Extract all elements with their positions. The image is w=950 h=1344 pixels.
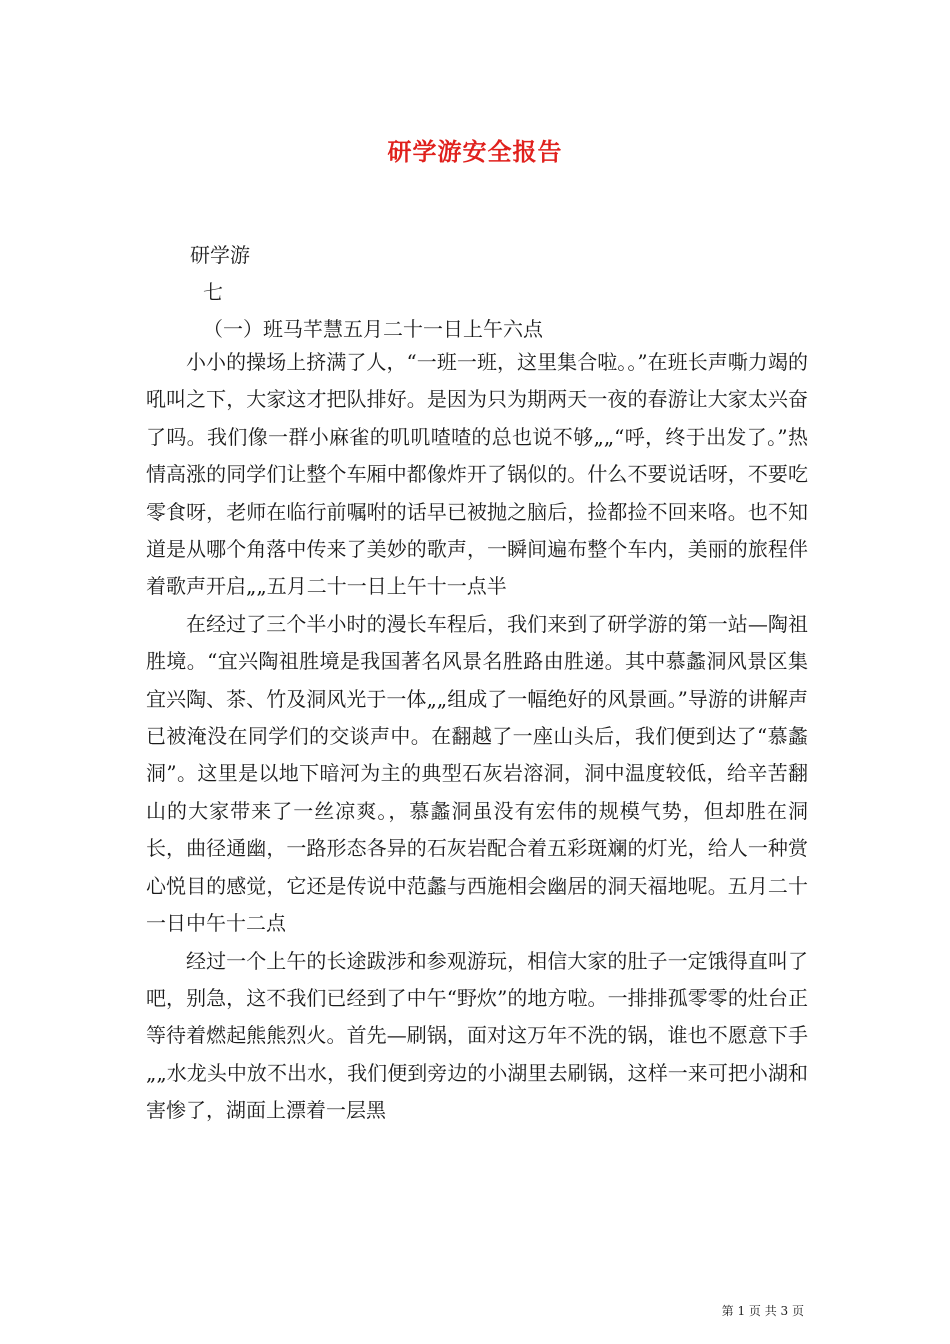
document-title: 研学游安全报告: [387, 137, 563, 166]
document-body: [146, 344, 808, 1130]
paragraph-2: 在经过了三个半小时的漫长车程后，我们来到了研学游的第一站—陶祖胜境。“宜兴陶祖胜境是我国著名风景名胜路由胜递。其中慕蠡洞风景区集宜兴陶、茶、竹及洞风光于一体„„组成了一幅绝好的风景画。”导游的讲解声已被淹没在同学们的交谈声中。在翻越了一座山头后，我们便到达了“慕蠡洞”。这里是以地下暗河为主的典型石灰岩溶洞，洞中温度较低，给辛苦翻山的大家带来了一丝凉爽。，慕蠡洞虽没有宏伟的规模气势，但却胜在洞长，曲径通幽，一路形态各异的石灰岩配合着五彩斑斓的灯光，给人一种赏心悦目的感觉，它还是传说中范蠡与西施相会幽居的洞天福地呢。五月二十一日中午十二点: [146, 611, 808, 936]
heading-line-3: （一）班马芊慧五月二十一日上午六点: [203, 317, 543, 341]
paragraph-3: 经过一个上午的长途跋涉和参观游玩，相信大家的肚子一定饿得直叫了吧，别急，这不我们已经到了中午“野炊”的地方啦。一排排孤零零的灶台正等待着燃起熊熊烈火。首先—刷锅，面对这万年不洗的锅，谁也不愿意下手„„水龙头中放不出水，我们便到旁边的小湖里去刷锅，这样一来可把小湖和害惨了，湖面上漂着一层黑: [146, 948, 808, 1123]
heading-line-2: 七: [203, 280, 223, 304]
heading-line-1: 研学游: [190, 243, 250, 267]
page-number-footer: 第 1 页 共 3 页: [721, 1304, 804, 1318]
paragraph-1: 小小的操场上挤满了人，“一班一班，这里集合啦。。”在班长声嘶力竭的吼叫之下，大家这才把队排好。是因为只为期两天一夜的春游让大家太兴奋了吗。我们像一群小麻雀的叽叽喳喳的总也说不够„„“呼，终于出发了。”热情高涨的同学们让整个车厢中都像炸开了锅似的。什么不要说话呀，不要吃零食呀，老师在临行前嘱咐的话早已被抛之脑后，捡都捡不回来咯。也不知道是从哪个角落中传来了美妙的歌声，一瞬间遍布整个车内，美丽的旅程伴着歌声开启„„五月二十一日上午十一点半: [146, 350, 808, 599]
